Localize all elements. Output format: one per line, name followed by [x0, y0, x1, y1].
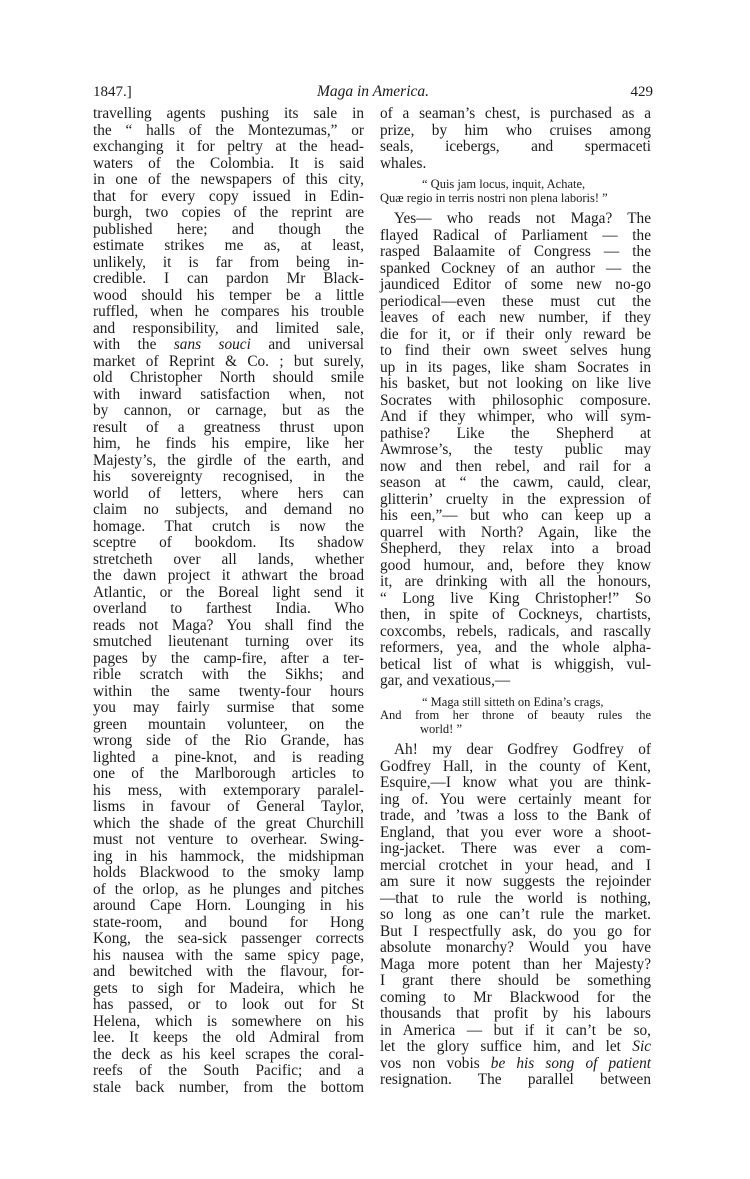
- text-line: periodical—even these must cut the: [380, 292, 651, 310]
- text-line: has passed, or to look out for St: [93, 996, 364, 1013]
- text-line: you may fairly surmise that some: [93, 699, 364, 716]
- text-line: around Cape Horn. Lounging in his: [93, 897, 364, 914]
- text-line: thousands that profit by his labours: [380, 1005, 651, 1022]
- text-line: his basket, but not looking on like live: [380, 375, 651, 392]
- text-line: pathise? Like the Shepherd at: [380, 424, 651, 442]
- text-line: Ah! my dear Godfrey Godfrey of: [394, 741, 651, 758]
- text-line: now and then rebel, and rail for a: [380, 457, 651, 475]
- page-number: 429: [630, 84, 653, 100]
- text-line: result of a greatness thrust upon: [93, 418, 364, 436]
- text-line: Awmrose’s, the testy public may: [380, 441, 651, 458]
- verse-quotation: [380, 696, 651, 737]
- text-line: waters of the Colombia. It is said: [93, 154, 364, 172]
- text-line: green mountain volunteer, on the: [93, 715, 364, 733]
- text-line: stale back number, from the bottom: [93, 1078, 364, 1096]
- paragraph-continued: [380, 106, 651, 172]
- text-line: smutched lieutenant turning over its: [93, 633, 364, 650]
- left-column: [93, 106, 364, 1096]
- text-line: coming to Mr Blackwood for the: [380, 988, 651, 1006]
- text-line: vos non vobis be his song of patient: [380, 1054, 651, 1072]
- text-line: England, that you ever wore a shoot-: [380, 823, 651, 841]
- text-line: which the shade of the great Churchill: [93, 814, 364, 832]
- text-line: of a seaman’s chest, is purchased as a: [380, 105, 651, 122]
- text-line: of the orlop, as he plunges and pitches: [93, 880, 364, 898]
- text-line: state-room, and bound for Hong: [93, 913, 364, 931]
- text-line: exchanging it for peltry at the head-: [93, 138, 364, 155]
- text-line: with inward satisfaction when, not: [93, 385, 364, 403]
- text-line: gets to sigh for Madeira, which he: [93, 979, 364, 997]
- text-line: and bewitched with the flavour, for-: [93, 963, 364, 980]
- text-line: absolute monarchy? Would you have: [380, 939, 651, 956]
- text-line: Socrates with philosophic composure.: [380, 391, 651, 409]
- text-line: jaundiced Editor of some new no-go: [380, 276, 651, 293]
- text-line: his een,”— but who can keep up a: [380, 507, 651, 524]
- latin-quotation: [380, 178, 651, 205]
- text-line: estimate strikes me as, at least,: [93, 237, 364, 254]
- verse-line: Quæ regio in terris nostri non plena laboris! ”: [380, 190, 608, 205]
- paragraph-who-reads-not-maga: [380, 211, 651, 690]
- text-line: in America — but if it can’t be so,: [380, 1021, 651, 1039]
- text-line: —that to rule the world is nothing,: [380, 889, 651, 907]
- header-title: Maga in America.: [316, 83, 430, 100]
- running-header: [93, 82, 653, 102]
- text-line: Atlantic, or the Boreal light send it: [93, 583, 364, 601]
- text-line: one of the Marlborough articles to: [93, 765, 364, 782]
- text-line: mercial crotchet in your head, and I: [380, 856, 651, 874]
- text-line: trade, and ’twas a loss to the Bank of: [380, 807, 651, 824]
- text-line: good humour, and, before they know: [380, 556, 651, 574]
- text-line: quarrel with North? Again, like the: [380, 523, 651, 541]
- text-line: lisms in favour of General Taylor,: [93, 798, 364, 815]
- text-line: claim no subjects, and demand no: [93, 501, 364, 518]
- text-line: resignation. The parallel between: [380, 1071, 651, 1088]
- text-line: reefs of the South Pacific; and a: [93, 1062, 364, 1079]
- text-line: burgh, two copies of the reprint are: [93, 204, 364, 221]
- text-line: then, in spite of Cockneys, chartists,: [380, 606, 651, 623]
- text-line: credible. I can pardon Mr Black-: [93, 270, 364, 287]
- text-line: ing in his hammock, the midshipman: [93, 847, 364, 865]
- text-line: ing-jacket. There was ever a com-: [380, 840, 651, 857]
- text-line: wrong side of the Rio Grande, has: [93, 732, 364, 749]
- text-line: unlikely, it is far from being in-: [93, 253, 364, 271]
- text-line: But I respectfully ask, do you go for: [380, 922, 651, 940]
- text-line: must not venture to overhear. Swing-: [93, 831, 364, 848]
- text-line: overland to farthest India. Who: [93, 600, 364, 617]
- verse-line: world! ”: [420, 721, 462, 736]
- text-line: Godfrey Hall, in the county of Kent,: [380, 757, 651, 775]
- text-line: rasped Balaamite of Congress — the: [380, 243, 651, 260]
- text-line: lee. It keeps the old Admiral from: [93, 1029, 364, 1046]
- text-line: old Christopher North should smile: [93, 369, 364, 386]
- text-line: his nausea with the same spicy page,: [93, 946, 364, 964]
- text-line: reads not Maga? You shall find the: [93, 616, 364, 634]
- right-column: [380, 106, 651, 1089]
- text-line: and responsibility, and limited sale,: [93, 319, 364, 337]
- text-line: am sure it now suggests the rejoinder: [380, 873, 651, 890]
- text-line: in one of the newspapers of this city,: [93, 171, 364, 188]
- text-line: Shepherd, they relax into a broad: [380, 540, 651, 557]
- text-line: the dawn project it athwart the broad: [93, 567, 364, 584]
- book-page: [93, 82, 653, 1096]
- verse-line: And from her throne of beauty rules the: [380, 708, 651, 722]
- text-line: Kong, the sea-sick passenger corrects: [93, 930, 364, 947]
- text-line: “ Long live King Christopher!” So: [380, 589, 651, 607]
- text-line: his mess, with extemporary paralel-: [93, 781, 364, 799]
- text-line: seals, icebergs, and spermaceti: [380, 138, 651, 155]
- text-line: the “ halls of the Montezumas,” or: [93, 121, 364, 139]
- text-line: glitterin’ cruelty in the expression of: [380, 490, 651, 508]
- text-line: reformers, yea, and the whole alpha-: [380, 639, 651, 656]
- text-line: die for it, or if their only reward be: [380, 325, 651, 343]
- text-line: coxcombs, rebels, radicals, and rascally: [380, 622, 651, 640]
- text-line: within the same twenty-four hours: [93, 682, 364, 700]
- text-line: market of Reprint & Co. ; but surely,: [93, 352, 364, 370]
- text-line: stretcheth over all lands, whether: [93, 550, 364, 568]
- text-line: his sovereignty recognised, in the: [93, 468, 364, 485]
- text-line: whales.: [380, 154, 427, 172]
- text-line: rible scratch with the Sikhs; and: [93, 666, 364, 683]
- text-line: published here; and though the: [93, 220, 364, 238]
- text-line: world of letters, where hers can: [93, 484, 364, 502]
- text-line: prize, by him who cruises among: [380, 121, 651, 139]
- verse-line: “ Quis jam locus, inquit, Achate,: [422, 177, 586, 191]
- text-line: gar, and vexatious,—: [380, 672, 511, 689]
- text-line: Esquire,—I know what you are think-: [380, 774, 651, 791]
- text-line: it, are drinking with all the honours,: [380, 573, 651, 590]
- text-line: season at “ the cawm, cauld, clear,: [380, 474, 651, 491]
- text-line: travelling agents pushing its sale in: [93, 105, 364, 122]
- text-line: Yes— who reads not Maga? The: [394, 210, 651, 227]
- text-line: ing of. You were certainly meant for: [380, 790, 651, 808]
- text-line: up in its pages, like sham Socrates in: [380, 358, 651, 376]
- text-line: so long as one can’t rule the market.: [380, 906, 651, 923]
- text-line: by cannon, or carnage, but as the: [93, 402, 364, 419]
- text-line: Helena, which is somewhere on his: [93, 1012, 364, 1030]
- text-line: the deck as his keel scrapes the coral-: [93, 1045, 364, 1063]
- text-line: homage. That crutch is now the: [93, 517, 364, 535]
- text-line: lighted a pine-knot, and is reading: [93, 748, 364, 766]
- paragraph-godfrey: [380, 742, 651, 1089]
- text-line: him, he finds his empire, like her: [93, 435, 364, 452]
- text-line: flayed Radical of Parliament — the: [380, 226, 651, 244]
- text-line: I grant there should be something: [380, 972, 651, 989]
- text-line: sceptre of bookdom. Its shadow: [93, 534, 364, 551]
- text-line: leaves of each new number, if they: [380, 309, 651, 326]
- text-line: Majesty’s, the girdle of the earth, and: [93, 451, 364, 469]
- text-line: betical list of what is whiggish, vul-: [380, 655, 651, 673]
- text-line: Maga more potent than her Majesty?: [380, 955, 651, 973]
- text-line: wood should his temper be a little: [93, 286, 364, 304]
- verse-line: “ Maga still sitteth on Edina’s crags,: [422, 694, 604, 709]
- text-line: to find their own sweet selves hung: [380, 342, 651, 359]
- text-line: that for every copy issued in Edin-: [93, 187, 364, 205]
- text-line: spanked Cockney of an author — the: [380, 259, 651, 277]
- text-line: let the glory suffice him, and let Sic: [380, 1038, 651, 1055]
- text-line: with the sans souci and universal: [93, 336, 364, 353]
- text-line: holds Blackwood to the smoky lamp: [93, 864, 364, 881]
- text-line: And if they whimper, who will sym-: [380, 408, 651, 425]
- header-year: 1847.]: [93, 84, 132, 100]
- text-line: pages by the camp-fire, after a ter-: [93, 649, 364, 667]
- text-line: ruffled, when he compares his trouble: [93, 303, 364, 320]
